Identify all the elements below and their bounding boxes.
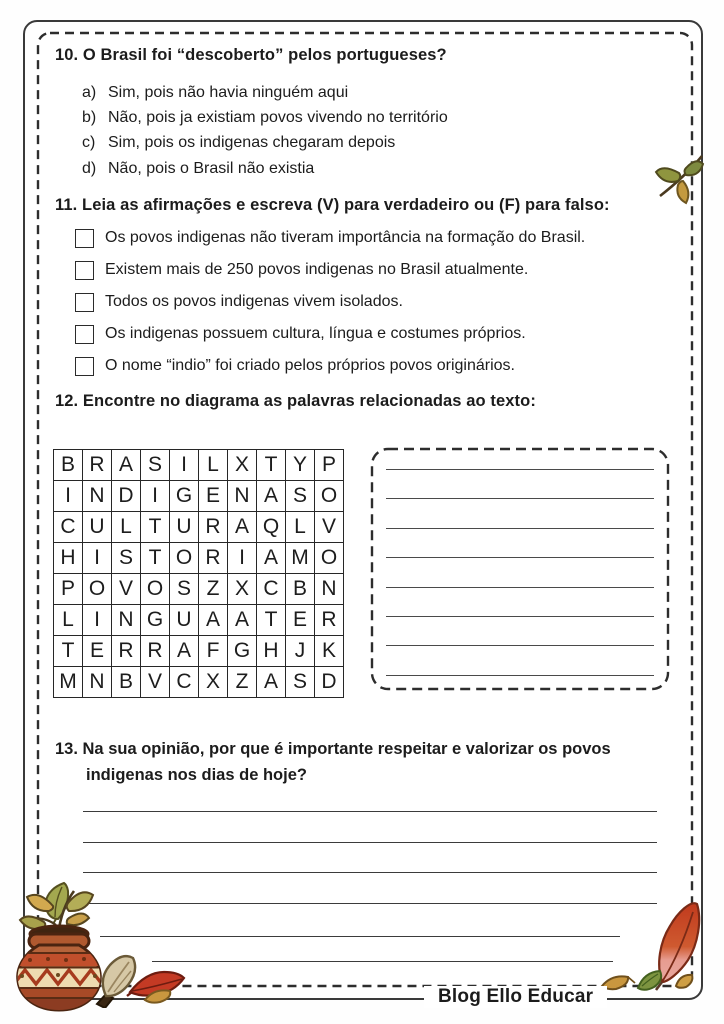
- option-text: Não, pois ja existiam povos vivendo no território: [108, 109, 448, 127]
- vf-checkbox[interactable]: [75, 261, 94, 280]
- grid-cell: S: [170, 574, 199, 605]
- grid-cell: T: [54, 636, 83, 667]
- word-answer-line[interactable]: [386, 470, 654, 499]
- grid-cell: O: [141, 574, 170, 605]
- q13-answer-line[interactable]: [83, 842, 657, 843]
- grid-cell: N: [315, 574, 344, 605]
- option-letter: a): [82, 83, 97, 101]
- grid-cell: G: [170, 481, 199, 512]
- option-letter: b): [82, 109, 97, 127]
- grid-cell: Z: [199, 574, 228, 605]
- vf-checkbox[interactable]: [75, 357, 94, 376]
- grid-cell: C: [54, 512, 83, 543]
- grid-cell: R: [112, 636, 141, 667]
- grid-cell: L: [199, 450, 228, 481]
- grid-row: [54, 667, 344, 698]
- word-answer-line[interactable]: [386, 646, 654, 675]
- footer-blog-name: Blog Ello Educar: [424, 986, 607, 1008]
- grid-cell: S: [286, 481, 315, 512]
- grid-row: [54, 636, 344, 667]
- q10-option-a[interactable]: [82, 80, 448, 105]
- grid-cell: A: [199, 605, 228, 636]
- q11-statement-row: [75, 357, 585, 375]
- grid-cell: X: [228, 574, 257, 605]
- question-11-statements: [75, 229, 585, 389]
- grid-cell: U: [170, 512, 199, 543]
- grid-cell: O: [315, 481, 344, 512]
- grid-cell: E: [83, 636, 112, 667]
- question-11-title: 11. Leia as afirmações e escreva (V) para verdadeiro ou (F) para falso:: [55, 196, 610, 214]
- grid-cell: V: [141, 667, 170, 698]
- leaf-icon: [142, 986, 176, 1006]
- grid-cell: Y: [286, 450, 315, 481]
- grid-cell: Q: [257, 512, 286, 543]
- grid-cell: A: [228, 512, 257, 543]
- q11-statement-row: [75, 293, 585, 311]
- grid-cell: K: [315, 636, 344, 667]
- vf-checkbox[interactable]: [75, 293, 94, 312]
- grid-cell: I: [54, 481, 83, 512]
- q13-answer-line[interactable]: [100, 936, 620, 937]
- grid-cell: I: [170, 450, 199, 481]
- grid-cell: R: [315, 605, 344, 636]
- word-answer-line[interactable]: [386, 617, 654, 646]
- grid-cell: L: [286, 512, 315, 543]
- option-text: Sim, pois os indigenas chegaram depois: [108, 134, 396, 152]
- grid-cell: T: [141, 543, 170, 574]
- grid-cell: E: [199, 481, 228, 512]
- grid-row: [54, 605, 344, 636]
- grid-cell: M: [286, 543, 315, 574]
- grid-cell: I: [141, 481, 170, 512]
- grid-cell: O: [83, 574, 112, 605]
- grid-row: [54, 481, 344, 512]
- grid-row: [54, 543, 344, 574]
- option-text: Não, pois o Brasil não existia: [108, 159, 315, 177]
- q11-statement-row: [75, 261, 585, 279]
- q13-answer-line[interactable]: [83, 903, 657, 904]
- question-10-options: [82, 80, 448, 182]
- grid-cell: T: [257, 450, 286, 481]
- grid-cell: P: [54, 574, 83, 605]
- statement-text: Os indigenas possuem cultura, língua e costumes próprios.: [105, 325, 526, 342]
- grid-cell: B: [54, 450, 83, 481]
- grid-cell: F: [199, 636, 228, 667]
- grid-cell: A: [257, 481, 286, 512]
- grid-cell: C: [170, 667, 199, 698]
- grid-cell: J: [286, 636, 315, 667]
- word-search-grid: [53, 449, 344, 698]
- vf-checkbox[interactable]: [75, 229, 94, 248]
- grid-cell: Z: [228, 667, 257, 698]
- option-letter: d): [82, 159, 97, 177]
- grid-cell: M: [54, 667, 83, 698]
- grid-cell: A: [170, 636, 199, 667]
- grid-cell: I: [228, 543, 257, 574]
- grid-cell: S: [141, 450, 170, 481]
- grid-cell: C: [257, 574, 286, 605]
- word-answers-box: [371, 448, 668, 689]
- q13-answer-line[interactable]: [83, 811, 657, 812]
- option-letter: c): [82, 134, 96, 152]
- grid-cell: I: [83, 543, 112, 574]
- q10-option-d[interactable]: [82, 156, 448, 181]
- grid-cell: B: [112, 667, 141, 698]
- grid-cell: N: [83, 667, 112, 698]
- option-text: Sim, pois não havia ninguém aqui: [108, 83, 349, 101]
- word-answer-line[interactable]: [386, 588, 654, 617]
- question-13-title: 13. Na sua opinião, por que é importante respeitar e valorizar os povos indigenas nos dias de hoje?: [55, 740, 611, 784]
- grid-cell: T: [257, 605, 286, 636]
- grid-cell: A: [228, 605, 257, 636]
- q11-statement-row: [75, 229, 585, 247]
- grid-cell: O: [170, 543, 199, 574]
- statement-text: Os povos indigenas não tiveram importância na formação do Brasil.: [105, 229, 586, 246]
- grid-cell: L: [112, 512, 141, 543]
- grid-row: [54, 450, 344, 481]
- grid-cell: R: [83, 450, 112, 481]
- grid-cell: N: [228, 481, 257, 512]
- grid-cell: G: [141, 605, 170, 636]
- grid-cell: I: [83, 605, 112, 636]
- grid-cell: X: [199, 667, 228, 698]
- grid-cell: U: [83, 512, 112, 543]
- grid-cell: L: [54, 605, 83, 636]
- grid-cell: V: [112, 574, 141, 605]
- grid-cell: G: [228, 636, 257, 667]
- grid-cell: X: [228, 450, 257, 481]
- grid-cell: R: [199, 543, 228, 574]
- grid-row: [54, 574, 344, 605]
- q13-answer-line[interactable]: [152, 961, 613, 962]
- grid-cell: D: [112, 481, 141, 512]
- statement-text: O nome “indio” foi criado pelos próprios povos originários.: [105, 357, 515, 374]
- grid-cell: A: [112, 450, 141, 481]
- word-answer-line[interactable]: [386, 499, 654, 528]
- grid-cell: T: [141, 512, 170, 543]
- word-answer-line[interactable]: [386, 558, 654, 587]
- q11-statement-row: [75, 325, 585, 343]
- leaves-icon: [598, 966, 698, 998]
- grid-cell: H: [257, 636, 286, 667]
- grid-cell: N: [112, 605, 141, 636]
- statement-text: Existem mais de 250 povos indigenas no Brasil atualmente.: [105, 261, 529, 278]
- word-answer-line[interactable]: [386, 529, 654, 558]
- question-10-title: 10. O Brasil foi “descoberto” pelos portugueses?: [55, 46, 447, 64]
- grid-cell: B: [286, 574, 315, 605]
- question-12-title: 12. Encontre no diagrama as palavras relacionadas ao texto:: [55, 392, 536, 410]
- grid-cell: N: [83, 481, 112, 512]
- grid-cell: A: [257, 543, 286, 574]
- q13-answer-line[interactable]: [83, 872, 657, 873]
- q10-option-c[interactable]: [82, 131, 448, 156]
- grid-cell: S: [286, 667, 315, 698]
- word-answer-line[interactable]: [386, 449, 654, 470]
- grid-cell: R: [141, 636, 170, 667]
- grid-cell: S: [112, 543, 141, 574]
- grid-cell: P: [315, 450, 344, 481]
- vf-checkbox[interactable]: [75, 325, 94, 344]
- grid-row: [54, 512, 344, 543]
- leaf-branch-icon: [648, 150, 706, 210]
- grid-cell: D: [315, 667, 344, 698]
- q10-option-b[interactable]: [82, 105, 448, 130]
- grid-cell: R: [199, 512, 228, 543]
- grid-cell: A: [257, 667, 286, 698]
- grid-cell: E: [286, 605, 315, 636]
- grid-cell: U: [170, 605, 199, 636]
- grid-cell: V: [315, 512, 344, 543]
- grid-cell: H: [54, 543, 83, 574]
- statement-text: Todos os povos indigenas vivem isolados.: [105, 293, 403, 310]
- grid-cell: O: [315, 543, 344, 574]
